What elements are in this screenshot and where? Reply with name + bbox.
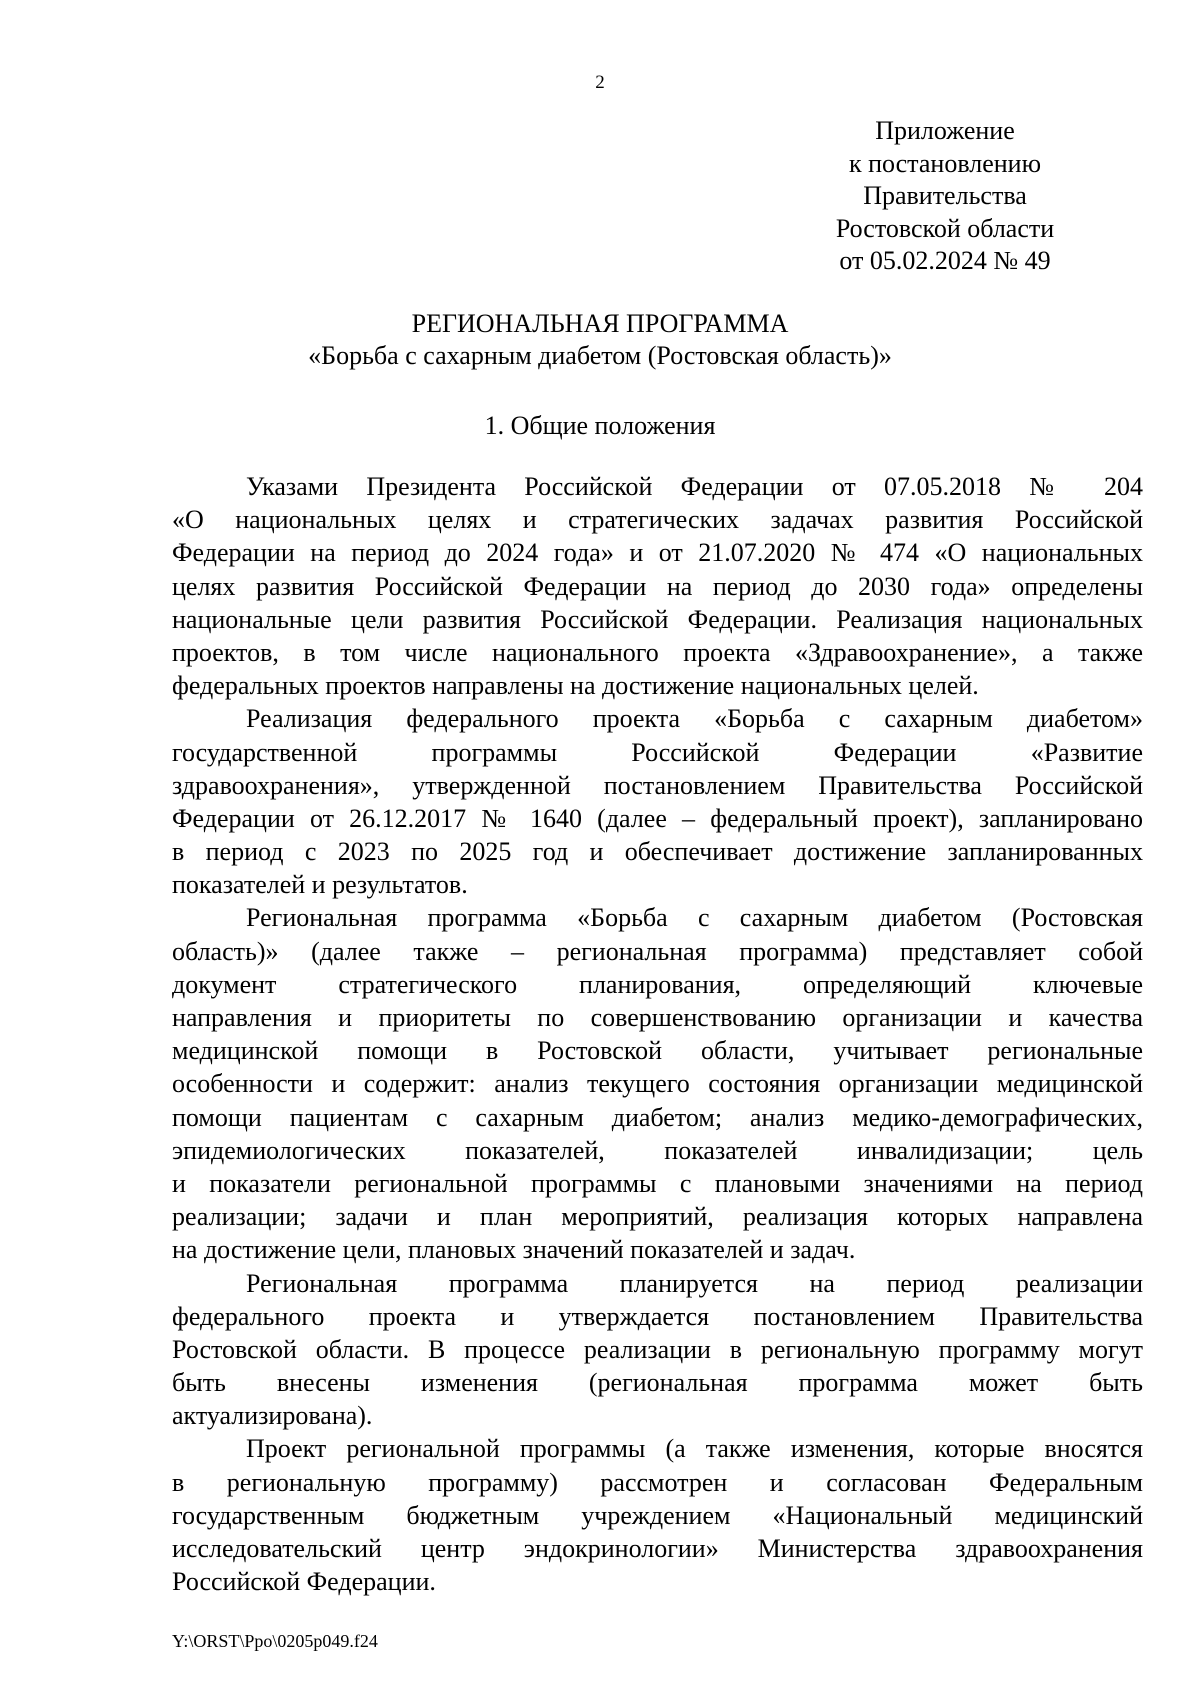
paragraph-line: проектов, в том числе национального проекта «Здравоохранение», а также <box>172 637 1143 667</box>
paragraph-line: особенности и содержит: анализ текущего состояния организации медицинской <box>172 1069 1143 1099</box>
paragraph-line: Региональная программа планируется на период реализации <box>246 1268 1143 1298</box>
paragraph-line: федеральных проектов направлены на достижение национальных целей. <box>172 671 979 701</box>
paragraph-line: Реализация федерального проекта «Борьба с сахарным диабетом» <box>246 704 1143 734</box>
paragraph <box>172 470 1143 702</box>
paragraph-line: целях развития Российской Федерации на период до 2030 года» определены <box>172 571 1143 601</box>
title-line-2: «Борьба с сахарным диабетом (Ростовская область)» <box>308 341 892 370</box>
appendix-block <box>830 115 1130 278</box>
paragraph-line: Региональная программа «Борьба с сахарным диабетом (Ростовская <box>246 903 1143 933</box>
paragraph-line: Указами Президента Российской Федерации от 07.05.2018 № 204 <box>246 472 1143 501</box>
appendix-line: к постановлению <box>848 148 1042 178</box>
paragraph-line: актуализирована). <box>172 1401 373 1431</box>
document-body <box>172 470 1143 1598</box>
footer-file-path: Y:\ORST\Ppo\0205p049.f24 <box>172 1631 378 1651</box>
paragraph-line: Российской Федерации. <box>172 1567 436 1597</box>
paragraph-line: Проект региональной программы (а также изменения, которые вносятся <box>246 1434 1143 1464</box>
appendix-line: Ростовской области <box>835 213 1055 243</box>
paragraph <box>172 1432 1143 1598</box>
paragraph-line: Федерации от 26.12.2017 № 1640 (далее – федеральный проект), запланировано <box>172 803 1143 833</box>
paragraph-line: государственной программы Российской Федерации «Развитие <box>172 737 1143 767</box>
paragraph-line: федерального проекта и утверждается постановлением Правительства <box>172 1301 1143 1331</box>
paragraph-line: быть внесены изменения (региональная программа может быть <box>172 1368 1143 1398</box>
appendix-line: Приложение <box>875 116 1015 145</box>
paragraph <box>172 901 1143 1266</box>
paragraph-line: «О национальных целях и стратегических задачах развития Российской <box>172 505 1143 535</box>
paragraph-line: область)» (далее также – региональная программа) представляет собой <box>172 936 1143 966</box>
paragraph-line: исследовательский центр эндокринологии» Министерства здравоохранения <box>172 1534 1143 1563</box>
paragraph <box>172 702 1143 901</box>
paragraph-line: эпидемиологических показателей, показателей инвалидизации; цель <box>172 1135 1143 1165</box>
title-line-1: РЕГИОНАЛЬНАЯ ПРОГРАММА <box>411 309 789 338</box>
appendix-line: от 05.02.2024 № 49 <box>839 246 1051 275</box>
paragraph-line: на достижение цели, плановых значений показателей и задач. <box>172 1235 856 1265</box>
paragraph-line: государственным бюджетным учреждением «Национальный медицинский <box>172 1500 1143 1530</box>
paragraph <box>172 1267 1143 1433</box>
paragraph-line: направления и приоритеты по совершенствованию организации и качества <box>172 1003 1143 1032</box>
section-heading: 1. Общие положения <box>484 411 716 440</box>
paragraph-line: Федерации на период до 2024 года» и от 21.07.2020 № 474 «О национальных <box>172 538 1143 568</box>
paragraph-line: национальные цели развития Российской Федерации. Реализация национальных <box>172 604 1143 634</box>
paragraph-line: документ стратегического планирования, определяющий ключевые <box>172 969 1143 999</box>
page-number: 2 <box>595 72 605 93</box>
paragraph-line: показателей и результатов. <box>172 870 468 900</box>
paragraph-line: и показатели региональной программы с плановыми значениями на период <box>172 1168 1143 1198</box>
paragraph-line: реализации; задачи и план мероприятий, реализация которых направлена <box>172 1202 1143 1232</box>
paragraph-line: здравоохранения», утвержденной постановлением Правительства Российской <box>172 770 1143 800</box>
paragraph-line: в региональную программу) рассмотрен и согласован Федеральным <box>172 1467 1143 1497</box>
appendix-line: Правительства <box>863 181 1027 210</box>
paragraph-line: Ростовской области. В процессе реализации в региональную программу могут <box>172 1334 1143 1364</box>
paragraph-line: медицинской помощи в Ростовской области, учитывает региональные <box>172 1036 1143 1066</box>
paragraph-line: помощи пациентам с сахарным диабетом; анализ медико-демографических, <box>172 1102 1143 1132</box>
document-title <box>0 308 1200 372</box>
paragraph-line: в период с 2023 по 2025 год и обеспечивает достижение запланированных <box>172 837 1143 867</box>
